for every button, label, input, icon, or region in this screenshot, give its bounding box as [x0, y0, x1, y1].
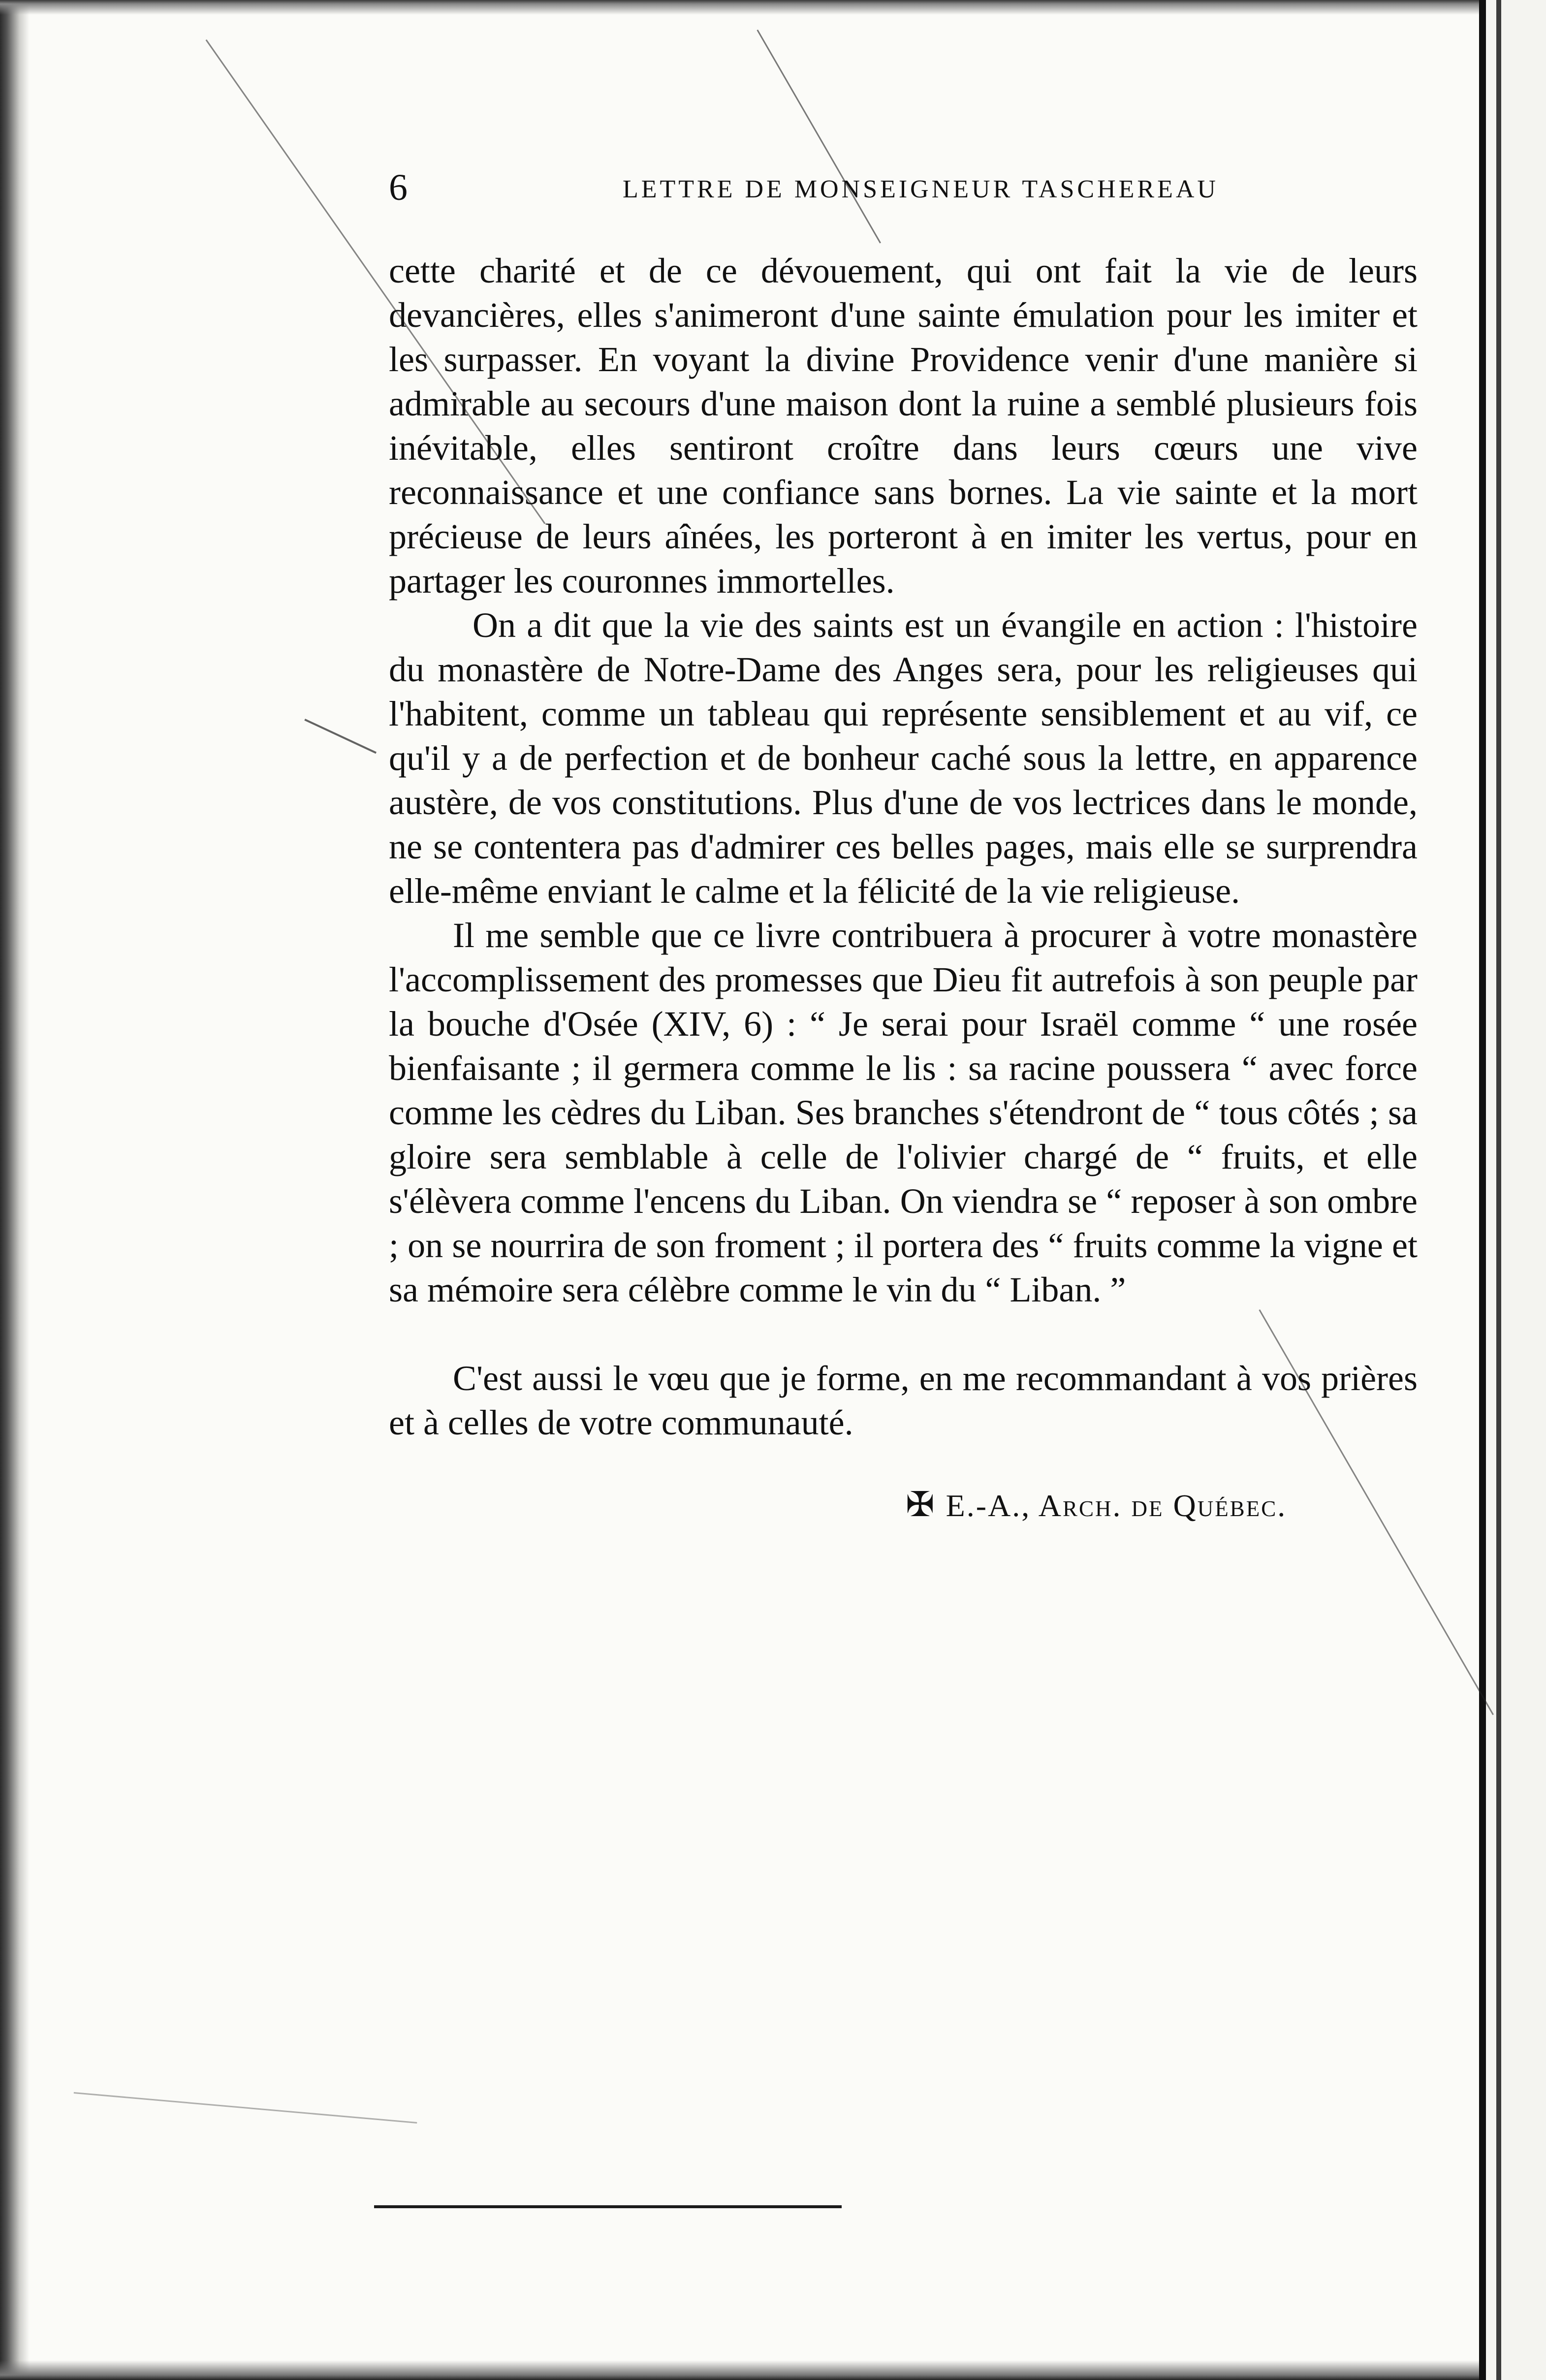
- scan-scratch: [74, 2092, 417, 2124]
- scan-scratch: [757, 30, 881, 244]
- paragraph-4: C'est aussi le vœu que je forme, en me recommandant à vos prières et à celles de votre communauté.: [389, 1359, 1418, 1442]
- paragraph-3: Il me semble que ce livre contribuera à procurer à votre monastère l'accomplissement des promesses que Dieu fit autrefois à son peuple par la bouche d'Osée (XIV, 6) : “ Je serai pour Israël comme “ une rosée bienfaisante ; il germera comme le lis : sa racine poussera “ avec force comme les cèdres du Liban. Ses branches s'étendront de “ tous côtés ; sa gloire sera semblable à celle de l'olivier chargé de “ fruits, et elle s'élèvera comme l'encens du Liban. On viendra se “ reposer à son ombre ; on se nourrira de son froment ; il portera des “ fruits comme la vigne et sa mémoire sera célèbre comme le vin du “ Liban. ”: [389, 916, 1418, 1309]
- gutter-shadow: [1496, 0, 1501, 2380]
- scan-edge-bottom: [0, 2360, 1506, 2380]
- page-number: 6: [389, 167, 408, 208]
- signature: [906, 1484, 1287, 1525]
- running-head: LETTRE DE MONSEIGNEUR TASCHEREAU: [623, 175, 1219, 203]
- scan-edge-top: [0, 0, 1506, 15]
- scan-scratch: [304, 719, 377, 754]
- paragraph-1: cette charité et de ce dévouement, qui ont fait la vie de leurs devancières, elles s'animeront d'une sainte émulation pour les imiter et les surpasser. En voyant la divine Providence venir d'une manière si admirable au secours d'une maison dont la ruine a semblé plusieurs fois inévitable, elles sentiront croître dans leurs cœurs une vive reconnaissance et une confiance sans bornes. La vie sainte et la mort précieuse de leurs aînées, les porteront à en imiter les vertus, pour en partager les couronnes immortelles.: [389, 251, 1418, 601]
- cross-icon: ✠: [906, 1486, 936, 1524]
- signature-text: E.-A., Arch. de Québec.: [946, 1488, 1287, 1523]
- scan-edge-left: [0, 0, 30, 2380]
- bottom-rule: [374, 2205, 842, 2208]
- paragraph-2: On a dit que la vie des saints est un évangile en action : l'histoire du monastère de Notre-Dame des Anges sera, pour les religieuses qui l'habitent, comme un tableau qui représente sensiblement et au vif, ce qu'il y a de perfection et de bonheur caché sous la lettre, en apparence austère, de vos constitutions. Plus d'une de vos lectrices dans le monde, ne se contentera pas d'admirer ces belles pages, mais elle se surprendra elle-même enviant le calme et la félicité de la vie religieuse.: [389, 605, 1418, 911]
- adjacent-page-strip: [1479, 0, 1546, 2380]
